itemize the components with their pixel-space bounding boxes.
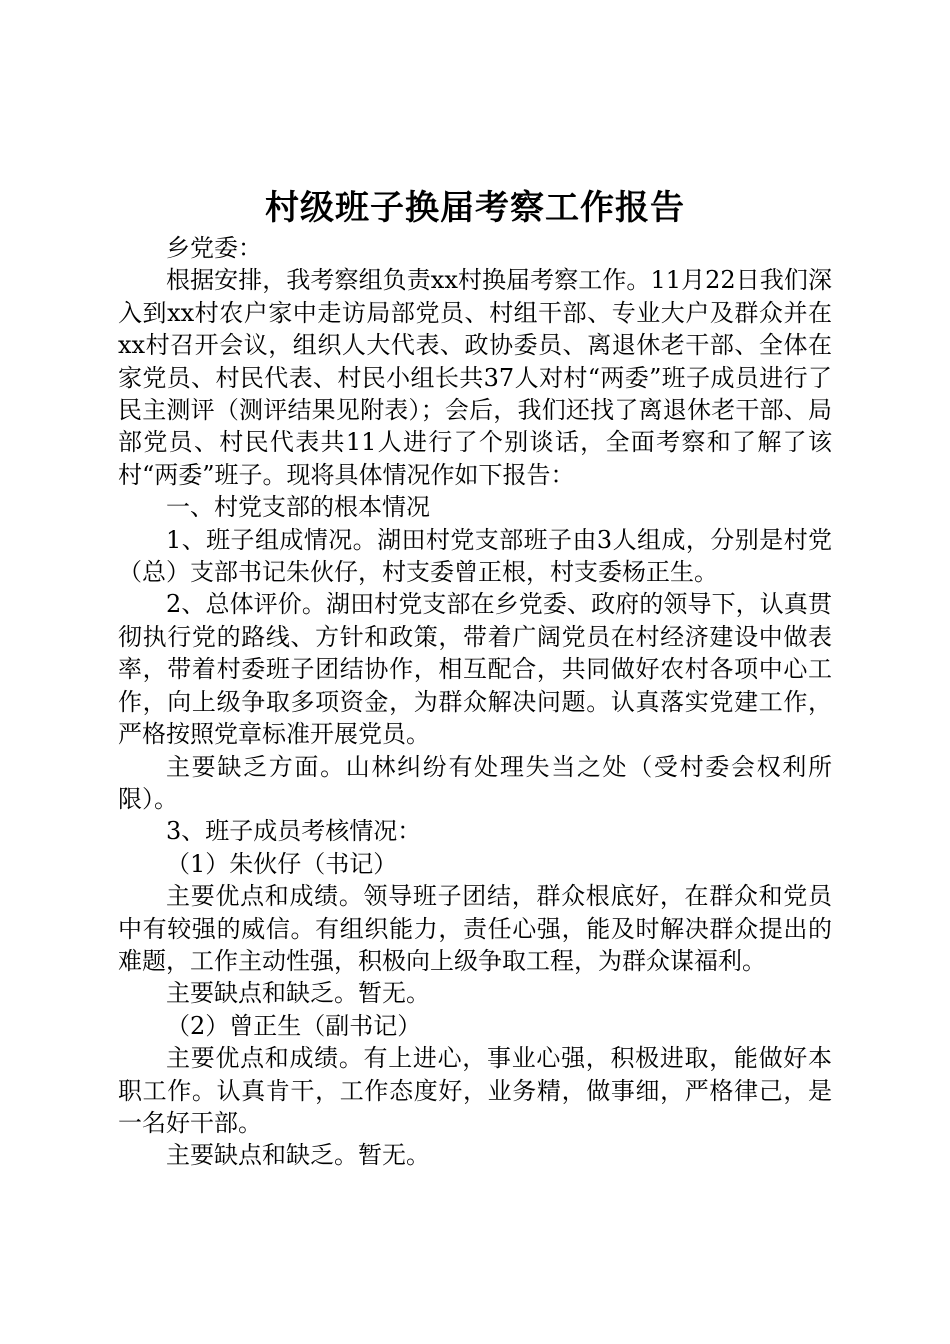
paragraph-overall-evaluation: 2、总体评价。湖田村党支部在乡党委、政府的领导下，认真贯彻执行党的路线、方针和政策，带着广阔党员在村经济建设中做表率，带着村委班子团结协作，相互配合，共同做好农村各项中心工作，向上级争取多项资金，为群众解决问题。认真落实党建工作，严格按照党章标准开展党员。 <box>118 590 832 749</box>
document-title: 村级班子换届考察工作报告 <box>265 188 685 228</box>
paragraph-intro: 根据安排，我考察组负责xx村换届考察工作。11月22日我们深入到xx村农户家中走访局部党员、村组干部、专业大户及群众并在xx村召开会议，组织人大代表、政协委员、离退休老干部、全体在家党员、村民代表、村民小组长共37人对村“两委”班子成员进行了民主测评（测评结果见附表）；会后，我们还找了离退休老干部、局部党员、村民代表共11人进行了个别谈话，全面考察和了解了该村“两委”班子。现将具体情况作如下报告： <box>118 266 832 489</box>
paragraph-member-1-weaknesses: 主要缺点和缺乏。暂无。 <box>166 979 430 1008</box>
member-heading-2: （2）曾正生（副书记） <box>166 1011 422 1040</box>
document-body <box>118 232 832 1172</box>
salutation: 乡党委： <box>166 234 262 262</box>
paragraph-member-2-strengths: 主要优点和成绩。有上进心，事业心强，积极进取，能做好本职工作。认真肯干，工作态度好，业务精，做事细，严格律己，是一名好干部。 <box>118 1044 832 1137</box>
paragraph-member-1-strengths: 主要优点和成绩。领导班子团结，群众根底好，在群众和党员中有较强的威信。有组织能力，责任心强，能及时解决群众提出的难题，工作主动性强，积极向上级争取工程，为群众谋福利。 <box>118 882 832 975</box>
paragraph-team-composition: 1、班子组成情况。湖田村党支部班子由3人组成，分别是村党（总）支部书记朱伙仔，村支委曾正根，村支委杨正生。 <box>118 525 832 587</box>
section-heading-1: 一、村党支部的根本情况 <box>166 493 430 522</box>
paragraph-shortcomings: 主要缺乏方面。山林纠纷有处理失当之处（受村委会权利所限）。 <box>118 752 832 813</box>
paragraph-member-2-weaknesses: 主要缺点和缺乏。暂无。 <box>166 1141 430 1170</box>
paragraph-member-assessment: 3、班子成员考核情况： <box>166 817 422 846</box>
member-heading-1: （1）朱伙仔（书记） <box>166 849 398 878</box>
